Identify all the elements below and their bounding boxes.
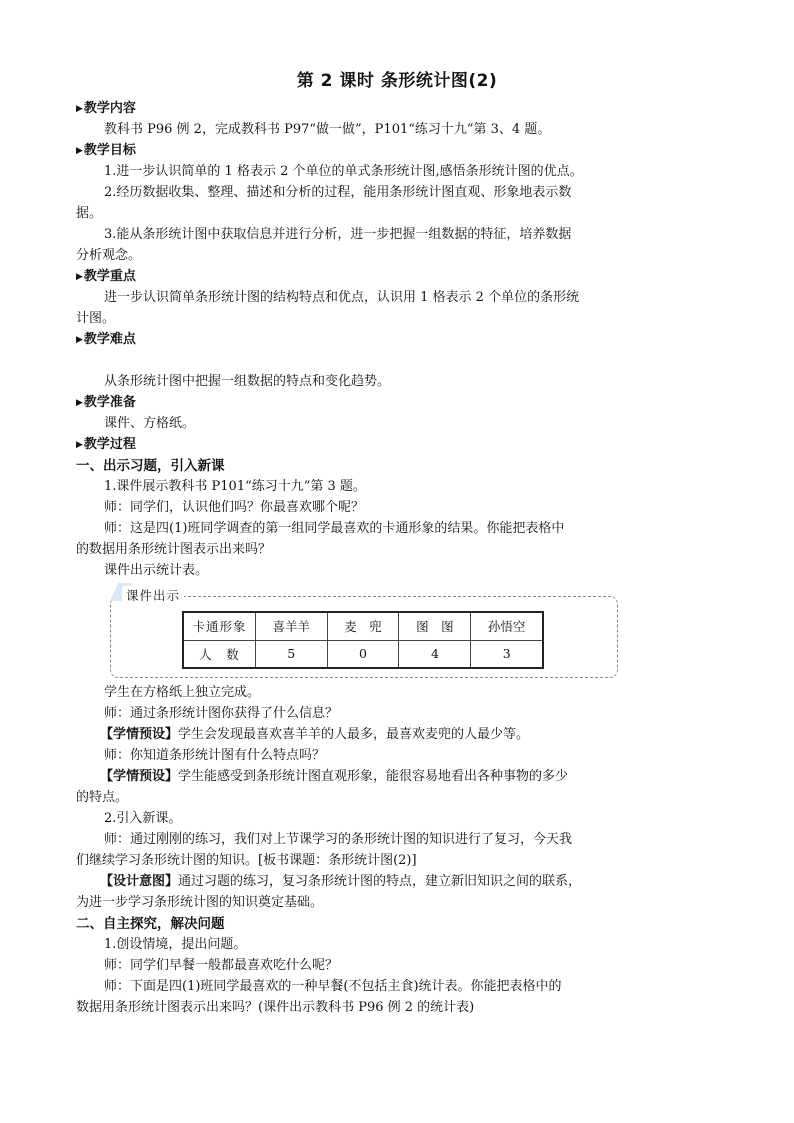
paragraph: 学生在方格纸上独立完成。 (104, 685, 261, 700)
paragraph: 【设计意图】通过习题的练习，复习条形统计图的特点，建立新旧知识之间的联系， (100, 874, 582, 889)
prep-text: 课件、方格纸。 (104, 416, 196, 431)
content-text: 教科书 P96 例 2，完成教科书 P97“做一做”，P101“练习十九”第 3、4 题。 (104, 122, 551, 137)
goal-1: 1.进一步认识简单的 1 格表示 2 个单位的单式条形统计图,感悟条形统计图的优点。 (104, 164, 583, 179)
table-header-cell: 图 图 (399, 612, 471, 640)
paragraph: 师：同学们，认识他们吗？你最喜欢哪个呢？ (104, 500, 365, 515)
paragraph: 师：下面是四(1)班同学最喜欢的一种早餐(不包括主食)统计表。你能把表格中的 (104, 979, 562, 994)
tag-label: 【学情预设】 (100, 727, 179, 742)
part1-heading: 一、出示习题，引入新课 (76, 458, 225, 474)
difficulty-text: 从条形统计图中把握一组数据的特点和变化趋势。 (104, 374, 391, 389)
table-header-cell: 卡通形象 (183, 612, 255, 640)
heading-process: ▶教学过程 (76, 437, 136, 452)
goal-2b: 据。 (76, 206, 103, 221)
paragraph: 2.引入新课。 (104, 811, 182, 826)
table-header-cell: 喜羊羊 (255, 612, 327, 640)
paragraph: 【学情预设】学生会发现最喜欢喜羊羊的人最多，最喜欢麦兜的人最少等。 (100, 727, 530, 742)
paragraph: 课件出示统计表。 (104, 563, 209, 578)
table-header-cell: 麦 兜 (327, 612, 399, 640)
table-cell: 4 (399, 640, 471, 668)
table-cell: 0 (327, 640, 399, 668)
heading-difficulty: ▶教学难点 (76, 332, 136, 347)
heading-goals: ▶教学目标 (76, 143, 136, 158)
paragraph: 数据用条形统计图表示出来吗？(课件出示教科书 P96 例 2 的统计表) (76, 1000, 475, 1015)
courseware-label: 课件出示 (122, 586, 184, 604)
paragraph: 1.创设情境，提出问题。 (104, 937, 247, 952)
triangle-marker-icon: ▶ (76, 146, 83, 156)
triangle-marker-icon: ▶ (76, 104, 83, 114)
goal-3b: 分析观念。 (76, 248, 142, 263)
triangle-marker-icon: ▶ (76, 335, 83, 345)
table-row (183, 640, 543, 668)
triangle-marker-icon: ▶ (76, 272, 83, 282)
tag-label: 【学情预设】 (100, 769, 179, 784)
part2-heading: 二、自主探究，解决问题 (76, 916, 225, 932)
paragraph: 师：通过刚刚的练习，我们对上节课学习的条形统计图的知识进行了复习，今天我 (104, 832, 573, 847)
heading-prep: ▶教学准备 (76, 395, 136, 410)
paragraph: 的特点。 (76, 790, 129, 805)
key-b: 计图。 (76, 311, 116, 326)
paragraph: 师：同学们早餐一般都最喜欢吃什么呢？ (104, 958, 339, 973)
lesson-title: 第 2 课时 条形统计图(2) (296, 71, 498, 91)
table-cell: 3 (471, 640, 543, 668)
key-a: 进一步认识简单条形统计图的结构特点和优点，认识用 1 格表示 2 个单位的条形统 (104, 290, 580, 305)
stat-table (182, 611, 544, 669)
paragraph: 1.课件展示教科书 P101“练习十九”第 3 题。 (104, 479, 366, 494)
tag-label: 【设计意图】 (100, 874, 179, 889)
paragraph: 师：你知道条形统计图有什么特点吗？ (104, 748, 326, 763)
heading-content: ▶教学内容 (76, 101, 136, 116)
triangle-marker-icon: ▶ (76, 440, 83, 450)
table-row (183, 612, 543, 640)
table-cell: 人 数 (183, 640, 255, 668)
triangle-marker-icon: ▶ (76, 398, 83, 408)
paragraph: 师：通过条形统计图你获得了什么信息？ (104, 706, 339, 721)
paragraph: 为进一步学习条形统计图的知识奠定基础。 (76, 895, 324, 910)
paragraph: 【学情预设】学生能感受到条形统计图直观形象，能很容易地看出各种事物的多少 (100, 769, 569, 784)
table-cell: 5 (255, 640, 327, 668)
paragraph: 师：这是四(1)班同学调查的第一组同学最喜欢的卡通形象的结果。你能把表格中 (104, 521, 565, 536)
heading-key: ▶教学重点 (76, 269, 136, 284)
paragraph: 们继续学习条形统计图的知识。[板书课题：条形统计图(2)] (76, 853, 417, 868)
paragraph: 的数据用条形统计图表示出来吗？ (76, 542, 272, 557)
goal-3a: 3.能从条形统计图中获取信息并进行分析，进一步把握一组数据的特征，培养数据 (104, 227, 572, 242)
goal-2a: 2.经历数据收集、整理、描述和分析的过程，能用条形统计图直观、形象地表示数 (104, 185, 572, 200)
table-header-cell: 孙悟空 (471, 612, 543, 640)
